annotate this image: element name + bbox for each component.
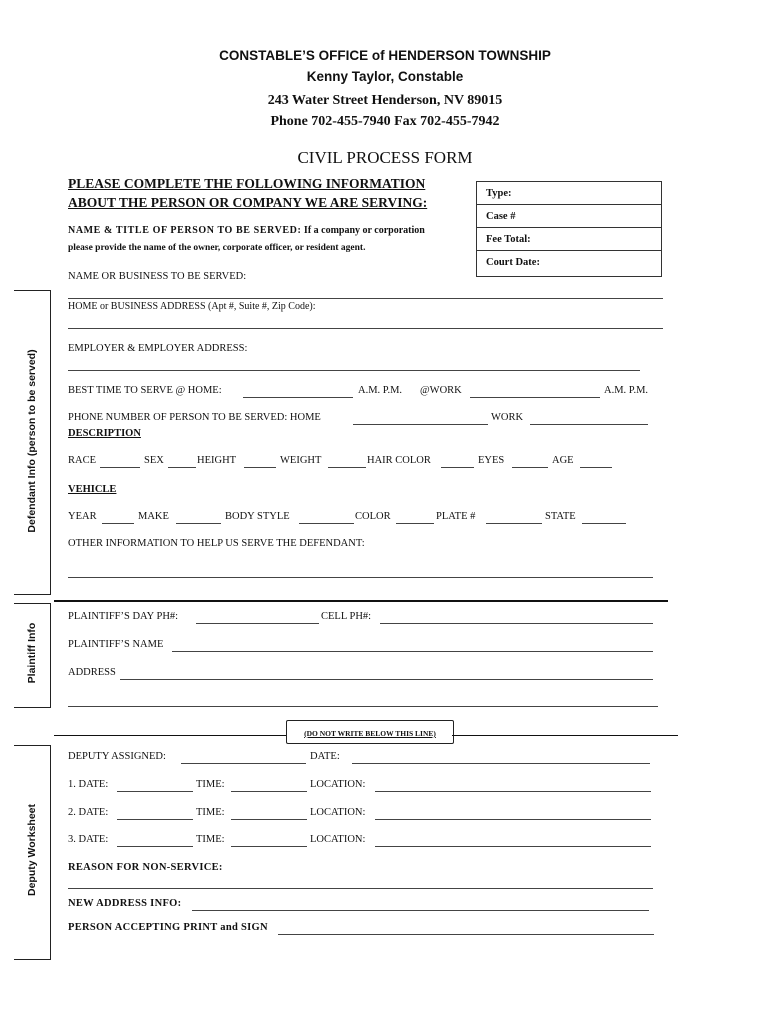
new-address-label: NEW ADDRESS INFO: — [68, 898, 182, 909]
deputy-assigned-input[interactable] — [181, 763, 306, 764]
office-title: CONSTABLE’S OFFICE of HENDERSON TOWNSHIP — [219, 48, 551, 63]
case-info-box — [476, 181, 662, 277]
plate-label: PLATE # — [436, 511, 476, 522]
case-type-field[interactable]: Type: — [477, 182, 661, 205]
attempt-1-time-label: TIME: — [196, 779, 225, 790]
name-title-note-2: please provide the name of the owner, corporate officer, or resident agent. — [68, 243, 366, 253]
attempt-2-time-input[interactable] — [231, 819, 307, 820]
plaintiff-name-input[interactable] — [172, 651, 653, 652]
reason-non-service-label: REASON FOR NON-SERVICE: — [68, 862, 223, 873]
weight-label: WEIGHT — [280, 455, 322, 466]
office-phone: Phone 702-455-7940 Fax 702-455-7942 — [270, 114, 500, 129]
attempt-2-location-input[interactable] — [375, 819, 651, 820]
employer-input[interactable] — [68, 370, 640, 371]
name-title-row — [68, 225, 425, 236]
age-label: AGE — [552, 455, 574, 466]
hair-color-input[interactable] — [441, 467, 474, 468]
ampm-work-label: A.M. P.M. — [604, 385, 649, 396]
plaintiff-name-label: PLAINTIFF’S NAME — [68, 639, 164, 650]
at-work-label: @WORK — [420, 385, 462, 396]
new-address-input[interactable] — [192, 910, 649, 911]
attempt-3-location-label: LOCATION: — [310, 834, 366, 845]
plaintiff-cell-phone-label: CELL PH#: — [321, 611, 372, 622]
vehicle-heading: VEHICLE — [68, 484, 117, 495]
race-label: RACE — [68, 455, 97, 466]
divider-left — [54, 735, 286, 736]
attempt-2-location-label: LOCATION: — [310, 807, 366, 818]
name-title-label: NAME & TITLE OF PERSON TO BE SERVED: — [68, 225, 302, 236]
section-divider — [54, 600, 668, 602]
fee-total-field[interactable]: Fee Total: — [477, 228, 661, 251]
person-accepting-input[interactable] — [278, 934, 654, 935]
plaintiff-side-label: Plaintiff Info — [26, 622, 38, 684]
body-style-input[interactable] — [299, 523, 354, 524]
race-input[interactable] — [100, 467, 140, 468]
attempt-3-date-label: 3. DATE: — [68, 834, 109, 845]
defendant-side-label: Defendant Info (person to be served) — [26, 349, 38, 533]
color-input[interactable] — [396, 523, 434, 524]
deputy-assigned-label: DEPUTY ASSIGNED: — [68, 751, 166, 762]
phone-work-input[interactable] — [530, 424, 648, 425]
eyes-label: EYES — [478, 455, 505, 466]
attempt-3-time-input[interactable] — [231, 846, 307, 847]
weight-input[interactable] — [328, 467, 366, 468]
divider-right — [452, 735, 678, 736]
height-input[interactable] — [244, 467, 276, 468]
home-address-label: HOME or BUSINESS ADDRESS (Apt #, Suite #, Zip Code): — [68, 301, 316, 312]
office-address: 243 Water Street Henderson, NV 89015 — [267, 93, 503, 108]
attempt-2-time-label: TIME: — [196, 807, 225, 818]
form-title: CIVIL PROCESS FORM — [297, 148, 473, 167]
attempt-1-date-input[interactable] — [117, 791, 193, 792]
plaintiff-day-phone-label: PLAINTIFF’S DAY PH#: — [68, 611, 179, 622]
attempt-2-date-label: 2. DATE: — [68, 807, 109, 818]
body-style-label: BODY STYLE — [225, 511, 290, 522]
plaintiff-address-input[interactable] — [120, 679, 653, 680]
attempt-1-time-input[interactable] — [231, 791, 307, 792]
deputy-date-input[interactable] — [352, 763, 650, 764]
attempt-3-time-label: TIME: — [196, 834, 225, 845]
attempt-1-date-label: 1. DATE: — [68, 779, 109, 790]
hair-color-label: HAIR COLOR — [367, 455, 431, 466]
best-time-home-label: BEST TIME TO SERVE @ HOME: — [68, 385, 222, 396]
phone-work-label: WORK — [491, 412, 524, 423]
employer-label: EMPLOYER & EMPLOYER ADDRESS: — [68, 343, 248, 354]
deputy-side-label: Deputy Worksheet — [26, 804, 38, 896]
sex-label: SEX — [144, 455, 164, 466]
plaintiff-day-phone-input[interactable] — [196, 623, 319, 624]
attempt-3-date-input[interactable] — [117, 846, 193, 847]
phone-home-label: PHONE NUMBER OF PERSON TO BE SERVED: HOME — [68, 412, 321, 423]
plaintiff-cell-phone-input[interactable] — [380, 623, 653, 624]
make-label: MAKE — [138, 511, 169, 522]
best-time-home-input[interactable] — [243, 397, 353, 398]
color-label: COLOR — [355, 511, 391, 522]
name-business-label: NAME OR BUSINESS TO BE SERVED: — [68, 271, 247, 282]
plate-input[interactable] — [486, 523, 542, 524]
other-info-input[interactable] — [68, 577, 653, 578]
year-input[interactable] — [102, 523, 134, 524]
do-not-write-note: (DO NOT WRITE BELOW THIS LINE) — [286, 720, 454, 744]
constable-name: Kenny Taylor, Constable — [306, 69, 464, 84]
description-heading: DESCRIPTION — [68, 428, 141, 439]
sex-input[interactable] — [168, 467, 196, 468]
case-number-field[interactable]: Case # — [477, 205, 661, 228]
court-date-field[interactable]: Court Date: — [486, 257, 540, 268]
year-label: YEAR — [68, 511, 97, 522]
attempt-2-date-input[interactable] — [117, 819, 193, 820]
plaintiff-address-input-2[interactable] — [68, 706, 658, 707]
plaintiff-address-label: ADDRESS — [68, 667, 116, 678]
age-input[interactable] — [580, 467, 612, 468]
attempt-1-location-label: LOCATION: — [310, 779, 366, 790]
name-business-input[interactable] — [68, 298, 663, 299]
eyes-input[interactable] — [512, 467, 548, 468]
best-time-work-input[interactable] — [470, 397, 600, 398]
other-info-label: OTHER INFORMATION TO HELP US SERVE THE DEFENDANT: — [68, 538, 365, 549]
instructions-line-2: ABOUT THE PERSON OR COMPANY WE ARE SERVING: — [68, 195, 428, 210]
height-label: HEIGHT — [197, 455, 237, 466]
attempt-1-location-input[interactable] — [375, 791, 651, 792]
state-input[interactable] — [582, 523, 626, 524]
name-title-note-1: If a company or corporation — [301, 225, 425, 236]
ampm-home-label: A.M. P.M. — [358, 385, 403, 396]
deputy-date-label: DATE: — [310, 751, 340, 762]
home-address-input[interactable] — [68, 328, 663, 329]
reason-non-service-input[interactable] — [68, 888, 653, 889]
instructions-line-1: PLEASE COMPLETE THE FOLLOWING INFORMATION — [68, 176, 426, 191]
state-label: STATE — [545, 511, 576, 522]
attempt-3-location-input[interactable] — [375, 846, 651, 847]
person-accepting-label: PERSON ACCEPTING PRINT and SIGN — [68, 922, 268, 933]
phone-home-input[interactable] — [353, 424, 488, 425]
make-input[interactable] — [176, 523, 221, 524]
